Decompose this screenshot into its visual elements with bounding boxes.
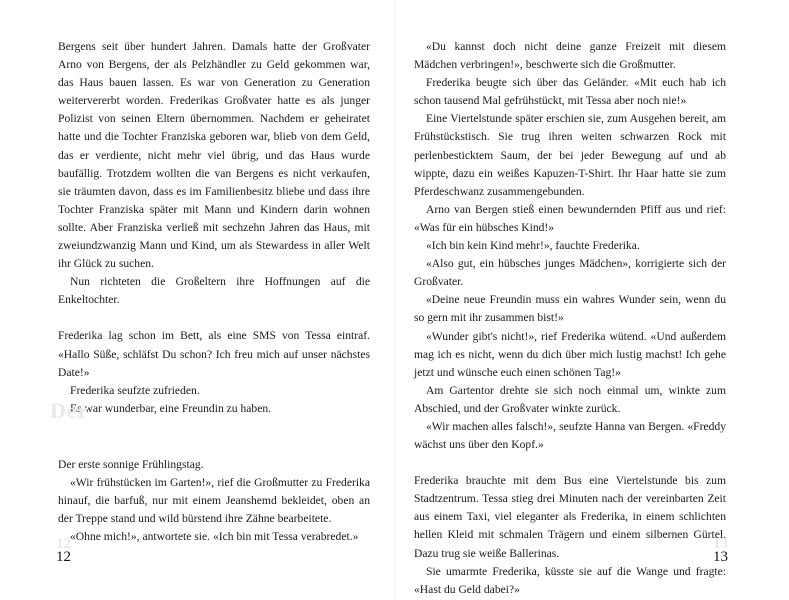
- book-gutter: [394, 0, 395, 600]
- right-page: [414, 38, 726, 599]
- paragraph: Der erste sonnige Frühlingstag.: [58, 457, 204, 471]
- left-page: [58, 38, 370, 546]
- paragraph: Arno van Bergen stieß einen bewundernden Pfiff aus und rief: «Was für ein hübsches Kind!»: [414, 202, 726, 234]
- paragraph: «Ich bin kein Kind mehr!», fauchte Frederika.: [426, 239, 640, 253]
- chapter-ghost-text: Der: [50, 398, 89, 423]
- paragraph: Nun richteten die Großeltern ihre Hoffnungen auf die Enkeltochter.: [58, 275, 370, 307]
- ghost-page-number: 13: [713, 536, 728, 552]
- paragraph: Frederika lag schon im Bett, als eine SMS von Tessa eintraf. «Hallo Süße, schläfst Du schon? Ich freu mich auf unser nächstes Date!»: [58, 329, 370, 379]
- paragraph: Eine Viertelstunde später erschien sie, zum Ausgehen bereit, am Frühstückstisch. Sie trug ihren weiten schwarzen Rock mit perlenbesticktem Saum, der bei jeder Bewegung auf und ab wippte, dazu ein weißes Kapuzen-T-Shirt. Ihr Haar hatte sie zum Pferdeschwanz zusammengebunden.: [414, 112, 726, 198]
- ghost-page-number: 12: [56, 536, 71, 552]
- page-number-right: 13: [713, 549, 728, 565]
- paragraph: Frederika seufzte zufrieden.: [70, 383, 200, 397]
- paragraph: «Wir machen alles falsch!», seufzte Hanna van Bergen. «Freddy wächst uns über den Kopf.»: [414, 419, 726, 452]
- page-number-left: 12: [56, 549, 71, 565]
- paragraph: Frederika beugte sich über das Geländer. «Mit euch hab ich schon tausend Mal gefrühstückt, mit Tessa aber noch nie!»: [414, 76, 726, 108]
- paragraph: «Du kannst doch nicht deine ganze Freizeit mit diesem Mädchen verbringen!», beschwerte sich die Großmutter.: [414, 40, 726, 72]
- paragraph: «Also gut, ein hübsches junges Mädchen», korrigierte sich der Großvater.: [414, 257, 726, 289]
- paragraph: Sie umarmte Frederika, küsste sie auf die Wange und fragte: «Hast du Geld dabei?»: [414, 564, 726, 596]
- paragraph: «Deine neue Freundin muss ein wahres Wunder sein, wenn du so gern mit ihr zusammen bist!»: [414, 293, 726, 325]
- paragraph: Es war wunderbar, eine Freundin zu haben.: [70, 401, 272, 415]
- paragraph: «Ohne mich!», antwortete sie. «Ich bin mit Tessa verabredet.»: [70, 530, 359, 544]
- paragraph: Frederika brauchte mit dem Bus eine Viertelstunde bis zum Stadtzentrum. Tessa stieg drei Minuten nach der vereinbarten Zeit aus einem Taxi, viel eleganter als Frederika, in einem schlichten hellen Kleid mit schmalen Trägern und einem silbernen Gürtel. Dazu trug sie weiße Ballerinas.: [414, 474, 726, 560]
- paragraph: «Wir frühstücken im Garten!», rief die Großmutter zu Frederika hinauf, die barfuß, nur mit einem Jeanshemd bekleidet, oben an der Treppe stand und wild bürstend ihre Zähne bearbeitete.: [58, 475, 370, 526]
- paragraph: Bergens seit über hundert Jahren. Damals hatte der Großvater Arno von Bergens, der als Pelzhändler zu Geld gekommen war, das Haus bauen lassen. Es war von Generation zu Generation weitervererbt worden. Frederikas Großvater hatte es als junger Polizist von seinen Eltern übernommen. Nachdem er geheiratet hatte und die Tochter Franziska geboren war, blieb von dem Geld, das er verdiente, nicht mehr viel übrig, und das Haus wurde baufällig. Trotzdem wollten die van Bergens es nicht verkaufen, sie träumten davon, dass es im Familienbesitz bliebe und dass ihre Tochter Franziska später mit Mann und Kindern darin wohnen sollte. Aber Franziska verließ mit sechzehn Jahren das Haus, mit zweiundzwanzig Mann und Kind, um als Stewardess in aller Welt ihr Glück zu suchen.: [58, 40, 370, 271]
- paragraph: «Wunder gibt's nicht!», rief Frederika wütend. «Und außerdem mag ich es nicht, wenn du dich über mich lustig machst! Ich gehe jetzt und wünsche euch einen schönen Tag!»: [414, 329, 726, 379]
- paragraph: Am Gartentor drehte sie sich noch einmal um, winkte zum Abschied, und der Großvater winkte zurück.: [414, 383, 726, 415]
